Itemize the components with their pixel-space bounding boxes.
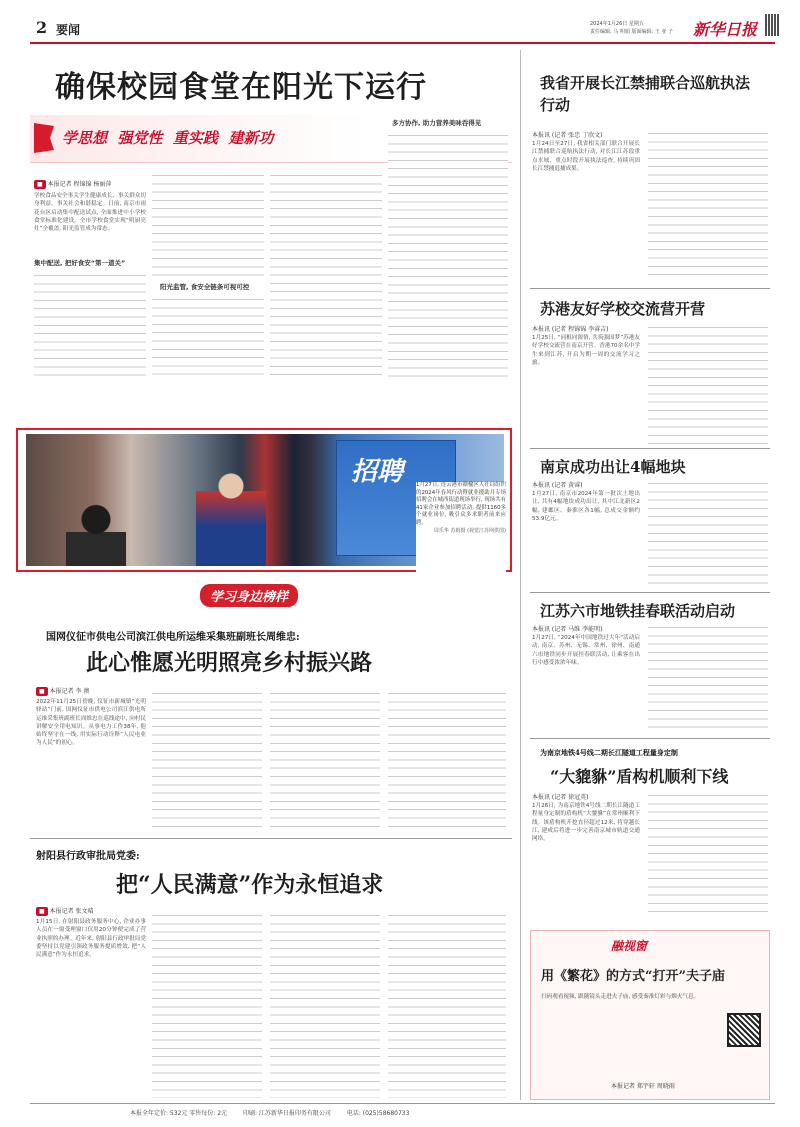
side3-body-col2 <box>648 480 768 586</box>
sheyang-title: 把“人民满意”作为永恒追求 <box>116 872 384 898</box>
side3-title: 南京成功出让4幅地块 <box>540 458 686 476</box>
section-name: 要闻 <box>56 23 81 37</box>
side1-body-col2 <box>648 130 768 280</box>
side1-body: 1月24日至27日, 我省相关部门联合开展长江禁捕联合巡航执法行动, 对长江江苏段重点水域、重点时段开展执法巡查, 持续巩固长江禁捕退捕成果。 <box>532 141 640 172</box>
model-byline <box>36 686 89 695</box>
sheyang-byline-text: 本报记者 张文晴 <box>49 908 94 915</box>
side5-byline: 本报讯 (记者 徐冠英) <box>532 794 589 801</box>
sheyang-body-col3 <box>270 912 380 1098</box>
section-tag <box>186 582 342 606</box>
side4-body: 1月27日, “2024年中国地铁过大年”活动启动, 南京、苏州、无锡、常州、徐州、南通六市地铁同步开展挂春联活动, 让乘客在出行中感受浓浓年味。 <box>532 635 640 666</box>
sheyang-body-col2 <box>152 912 262 1098</box>
lead-title: 确保校园食堂在阳光下运行 <box>55 70 427 105</box>
photo-frame <box>16 428 512 572</box>
model-body-col2 <box>152 690 262 830</box>
banner-slogan: 学思想 强党性 重实践 建新功 <box>62 129 274 147</box>
side2-title: 苏港友好学校交流营开营 <box>540 300 706 318</box>
side4-body-col2 <box>648 624 768 734</box>
footer-mid: 印刷: 江苏新华日报印务有限公司 <box>242 1110 331 1117</box>
sheyang-byline <box>36 906 94 915</box>
photo-credit: 周乐华 苏姆摄 (视觉江苏网供图) <box>433 527 506 534</box>
promo-title: 用《繁花》的方式“打开”夫子庙 <box>541 969 725 984</box>
column-rule <box>520 50 521 1100</box>
side5-body-col2 <box>648 792 768 918</box>
promo-body: 扫码观看视频, 跟随镜头走进夫子庙, 感受秦淮灯彩与烟火气息。 <box>541 994 700 1000</box>
model-body: 2022年11月25日傍晚, 仪征市新城镇“光明驿站”门前, 国网仪征市供电公司滨江供电所运维采集班副班长周维忠在巡线途中, 向村民讲解安全用电知识。从事电力工作38年, 他始终坚守在一线, 用实际行动诠释“人民电业为人民”的初心。 <box>36 699 146 747</box>
side2-body: 1月25日, “同根同源情, 共筑强国梦”苏港友好学校交流营在南京开营。香港70余名中学生来到江苏, 开启为期一周的交流学习之旅。 <box>532 335 640 366</box>
page-number: 2 <box>36 18 48 37</box>
icon-badge: ■ <box>34 180 46 189</box>
side1-title: 我省开展长江禁捕联合巡航执法行动 <box>540 74 751 114</box>
model-title: 此心惟愿光明照亮乡村振兴路 <box>86 650 373 676</box>
header-rule <box>30 42 775 44</box>
side2-body-col2 <box>648 324 768 444</box>
side5-title: “大貔貅”盾构机顺利下线 <box>550 767 729 786</box>
icon-badge: ■ <box>36 687 48 696</box>
divider <box>530 592 770 593</box>
footer <box>130 1108 730 1117</box>
side3-byline: 本报讯 (记者 黄睿) <box>532 482 583 489</box>
promo-tag: 融视窗 <box>611 939 648 953</box>
model-kicker: 国网仪征市供电公司滨江供电所运维采集班副班长周维忠: <box>46 632 300 643</box>
lead-body-col2b <box>152 296 264 376</box>
sheyang-kicker: 射阳县行政审批局党委: <box>36 851 140 862</box>
side4-byline: 本报讯 (记者 马维 李能明) <box>532 626 603 633</box>
person-worker <box>196 466 266 566</box>
side5-kicker: 为南京地铁4号线二期长江隧道工程量身定制 <box>540 748 678 757</box>
photo-caption: 1月27日, 连云港市赣榆区人社局组织的2024年春风行动暨就业援助月专场招聘会在城西街道现场举行, 现场共有41家企业参加招聘活动, 提供1160多个就业岗位, 吸引众多求职者前来应聘。 <box>416 482 506 526</box>
lead-byline-text: 本报记者 程锦锦 杨丽萍 <box>47 181 112 188</box>
sheyang-body-col4 <box>388 912 506 1098</box>
divider <box>530 738 770 739</box>
editor-line: 责任编辑: 马 明娟 版面编辑: 王 亚 子 <box>590 29 673 35</box>
qr-code-icon[interactable] <box>727 1013 761 1047</box>
lead-body-col2 <box>152 172 264 282</box>
qr-code-icon <box>765 14 779 36</box>
sheyang-body: 1月15日, 在射阳县政务服务中心, 企业办事人员在一窗受理窗口仅用20分钟便完成了营业执照的办理。近年来, 射阳县行政审批局党委坚持以党建引领政务服务提质增效, 把“人民满意”作为永恒追求。 <box>36 919 146 959</box>
side4-title: 江苏六市地铁挂春联活动启动 <box>540 602 736 620</box>
side5-body: 1月26日, 为南京地铁4号线二期长江隧道工程量身定制的盾构机“大貔貅”在常州顺利下线。该盾构机开挖直径超过12米, 将穿越长江, 建成后将进一步完善南京城市轨道交通网络。 <box>532 803 640 843</box>
lead-body-col3 <box>270 172 382 377</box>
lead-sub2: 阳光监管, 食安全链条可视可控 <box>160 283 250 291</box>
person-applicant <box>66 504 126 566</box>
side2-byline: 本报讯 (记者 程锦锦 李睿吉) <box>532 326 609 333</box>
divider <box>30 838 512 839</box>
promo-box <box>530 930 770 1100</box>
photo-caption-box <box>416 482 506 572</box>
side3-body: 1月27日, 南京市2024年第一批次土地出让, 共有4幅地块成功出让, 其中江北新区2幅, 建邺区、秦淮区各1幅, 总成交金额约53.9亿元。 <box>532 491 640 522</box>
sign-text: 招聘 <box>351 457 404 487</box>
date-line: 2024年1月26日 星期五 <box>590 21 644 27</box>
footer-left: 本报全年定价: 532元 零售每份: 2元 <box>130 1110 228 1117</box>
lead-byline <box>34 179 111 188</box>
lead-body-col1: 学校食品安全事关学生健康成长、事关群众切身利益、事关社会和谐稳定。日前, 南京市雨花台区启动集中配送试点, 全面推进中小学校食堂标准化建设。全市学校食堂实现“明厨亮灶”全覆盖, 阳光监管成为常态。 <box>34 193 146 233</box>
icon-badge: ■ <box>36 907 48 916</box>
divider <box>530 448 770 449</box>
lead-sub3: 多方协作, 助力营养美味吞得见 <box>392 119 482 127</box>
side1-byline: 本报讯 (记者 张忠 丁欣文) <box>532 132 603 139</box>
model-byline-text: 本报记者 李 澳 <box>49 688 90 695</box>
newspaper-logo: 新华日报 <box>693 20 758 39</box>
masthead <box>30 14 775 44</box>
lead-body-col1b <box>34 272 146 377</box>
divider <box>530 288 770 289</box>
model-body-col3 <box>270 690 380 830</box>
model-body-col4 <box>388 690 506 830</box>
lead-body-col4 <box>388 132 508 377</box>
flag-icon <box>34 123 54 153</box>
footer-rule <box>30 1103 775 1104</box>
lead-sub1: 集中配送, 把好食安“第一道关” <box>34 259 126 267</box>
footer-right: 电话: (025)58680733 <box>346 1110 410 1117</box>
section-tag-text: 学习身边榜样 <box>200 584 298 607</box>
promo-credit: 本报记者 郑宇轩 周晓雨 <box>611 1083 675 1090</box>
